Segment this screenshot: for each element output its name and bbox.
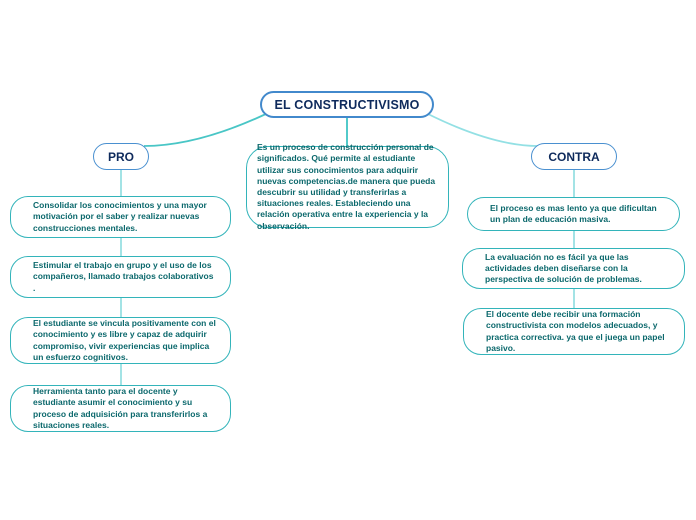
branch-pro[interactable] [93,143,149,170]
edge-root-pro [144,113,268,146]
center-note-text: Es un proceso de construcción personal de significados. Qué permite al estudiante utilizar sus conocimientos para adquirir nuevas competencias.de manera que pueda descubrir su utilidad y transferirlas a situaciones reales. Estableciendo una relación operativa entre la experiencia y la observación. [257,142,436,231]
contra-item-2[interactable] [462,248,685,289]
pro-item-1[interactable] [10,196,231,238]
pro-item-2-text: Estimular el trabajo en grupo y el uso de los compañeros, llamado trabajos colaborativos . [33,260,214,293]
pro-item-1-text: Consolidar los conocimientos y una mayor motivación por el saber y realizar nuevas construcciones mentales. [33,200,207,233]
contra-item-1-text: El proceso es mas lento ya que dificultan un plan de educación masiva. [490,202,657,224]
contra-item-3-text: El docente debe recibir una formación constructivista con modelos adecuados, y practica correctiva. ya que el juega un papel pasivo. [486,309,665,353]
pro-item-4-text: Herramienta tanto para el docente y estudiante asumir el conocimiento y su proceso de adquisición para transferirlos a situaciones reales. [33,386,208,430]
pro-item-3-text: El estudiante se vincula positivamente con el conocimiento y es libre y capaz de adquirir compromiso, vivir experiencias que implica un esfuerzo cognitivos. [33,318,216,362]
contra-item-3[interactable] [463,308,685,355]
edge-root-contra [426,113,538,146]
branch-pro-label: PRO [107,149,134,164]
branch-contra-label: CONTRA [548,149,600,164]
center-note[interactable] [246,142,449,231]
root-topic[interactable] [260,91,434,118]
pro-item-4[interactable] [10,385,231,432]
root-topic-label: EL CONSTRUCTIVISMO [274,97,420,112]
contra-item-2-text: La evaluación no es fácil ya que las actividades deben diseñarse con la perspectiva de solución de problemas. [485,251,642,285]
branch-contra[interactable] [531,143,617,170]
pro-item-2[interactable] [10,256,231,298]
pro-item-3[interactable] [10,317,231,364]
contra-item-1[interactable] [467,197,680,231]
